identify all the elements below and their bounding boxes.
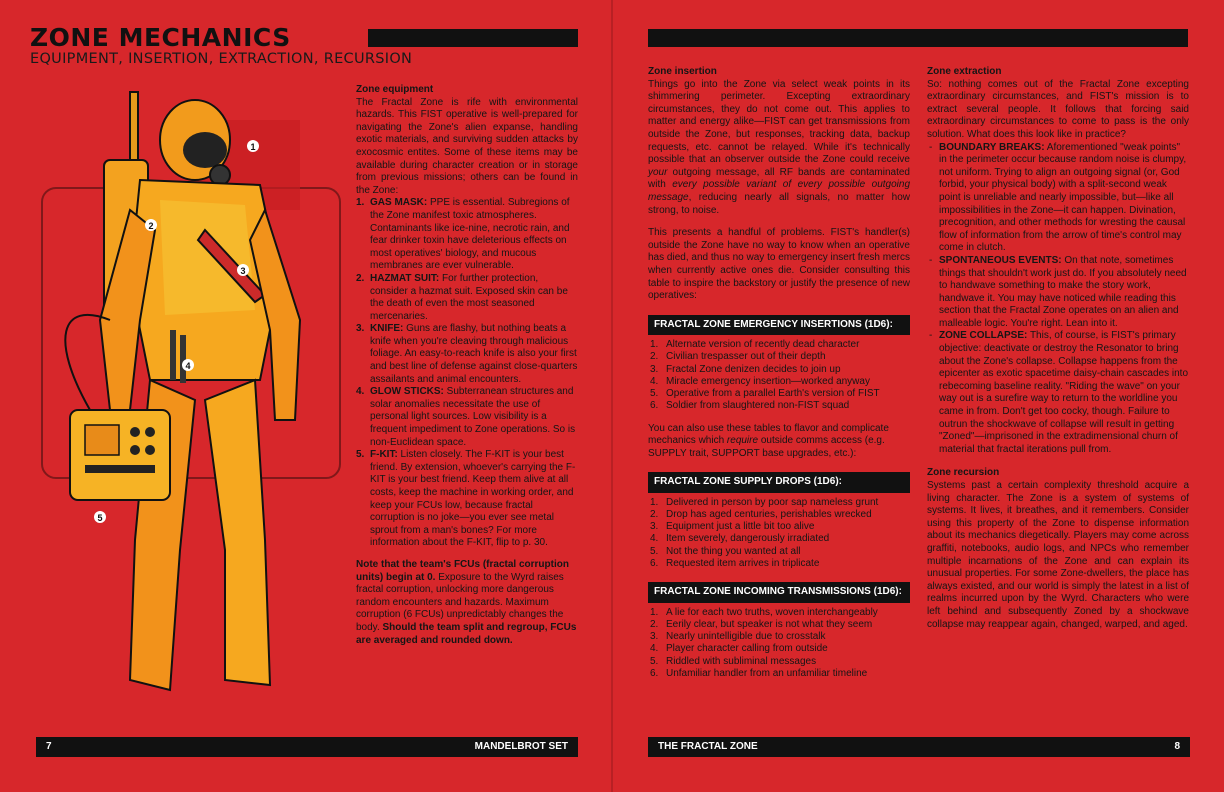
extraction-intro: So: nothing comes out of the Fractal Zone excepting extraordinary circumstances, and FIST's mission is to extract several people. It follows that forcing said extraordinary circumstances to come to pass is the only solution. What does this look like in practice? <box>927 78 1189 140</box>
footer-left <box>36 737 578 757</box>
section-heading: Zone equipment <box>356 84 434 95</box>
svg-text:4: 4 <box>185 361 191 371</box>
list-item: 5. F-KIT: Listen closely. The F-KIT is your best friend. By extension, whoever's carrying the F-KIT is your best friend. Keep them alive at all costs, keep the machine in working order, and keep your FCUs low, because fractal corruption is no joke—you ever see metal sprout from a man's bones? For more information about the F-KIT, flip to p. 30. <box>356 449 576 549</box>
svg-text:2: 2 <box>148 221 154 231</box>
hazmat-operative-illustration <box>30 80 350 720</box>
svg-text:1: 1 <box>250 142 256 152</box>
insertion-column <box>648 66 910 680</box>
callout-2 <box>145 219 157 231</box>
page-subtitle: EQUIPMENT, INSERTION, EXTRACTION, RECURSION <box>30 51 413 67</box>
equipment-intro: The Fractal Zone is rife with environmental hazards. This FIST operative is well-prepared for navigating the Zone's alien expanse, handling exotic materials, and surviving sudden attacks by exocosmic entites. Some of these items may be available during character creation or in storage from previous missions; others can be found in the Zone: <box>356 96 578 196</box>
table-row: 5. Operative from a parallel Earth's version of FIST <box>650 388 880 400</box>
table-row: 3. Fractal Zone denizen decides to join up <box>650 363 841 375</box>
equipment-list <box>356 197 578 550</box>
callout-5 <box>94 511 106 523</box>
table-row: 6. Soldier from slaughtered non-FIST squad <box>650 400 850 412</box>
page-number: 7 <box>46 741 52 752</box>
table-title: FRACTAL ZONE SUPPLY DROPS (1D6): <box>648 472 910 493</box>
table-row: 2. Civilian trespasser out of their depth <box>650 351 826 363</box>
list-item: - ZONE COLLAPSE: This, of course, is FIST's primary objective: deactivate or destroy the Resonator to bring about the Zone's collapse. Collapse happens from the epicenter as exotic spacetime daisy-chain cascades into rebecoming baseline reality. "Riding the wave" on your way out is a surefire way to return to the worldline you came in from. Don't get too cocky, though. Failure to outrun the shockwave of collapse will result in getting "Zoned"—imprisoned in the extradimensional churn of material that fractal iterations pull from. <box>929 330 1189 455</box>
table-row: 5. Riddled with subliminal messages <box>650 655 817 667</box>
footer-label: MANDELBROT SET <box>474 741 568 752</box>
list-item: 1. GAS MASK: PPE is essential. Subregions of the Zone manifest toxic atmospheres. Contaminants like ice-nine, necrotic rain, and fear drinker toxin have deleterious effects on most operatives' biology, and mucous membranes are ever vulnerable. <box>356 197 570 272</box>
footer-label: THE FRACTAL ZONE <box>658 741 758 752</box>
table-row: 2. Eerily clear, but speaker is not what they seem <box>650 618 873 630</box>
table-title: FRACTAL ZONE INCOMING TRANSMISSIONS (1D6): <box>648 582 910 603</box>
svg-text:5: 5 <box>97 513 103 523</box>
table-row: 3. Equipment just a little bit too alive <box>650 521 815 533</box>
callout-4 <box>182 359 194 371</box>
callout-3 <box>237 264 249 276</box>
title-bar <box>368 29 578 47</box>
page-title: ZONE MECHANICS <box>30 23 291 52</box>
title-bar <box>648 29 1188 47</box>
table-row: 3. Nearly unintelligible due to crosstalk <box>650 631 826 643</box>
extraction-column <box>927 66 1189 631</box>
table-emergency-insertions <box>648 315 910 413</box>
left-page <box>0 0 611 792</box>
list-item: - SPONTANEOUS EVENTS: On that note, sometimes things that shouldn't work just do. If you absolutely need to handwave something to make the story work, handwave it. You may have noticed while reading this section that the Fractal Zone operates on an alien and malleable logic. You're right. Lean into it. <box>929 254 1187 329</box>
fcu-note: Note that the team's FCUs (fractal corruption units) begin at 0. Exposure to the Wyrd raises fractal corruption, unlocking more dangerous random encounters and hazards. Maximum corruption (6 FCUs) unpredictably changes the body. Should the team split and regroup, FCUs are averaged and rounded down. <box>356 558 577 646</box>
table-row: 6. Requested item arrives in triplicate <box>650 557 820 569</box>
list-item: 4. GLOW STICKS: Subterranean structures and solar anomalies necessitate the use of personal light sources. Low visibility is a frequent impediment to Zone operations. So is non-Euclidean space. <box>356 386 576 448</box>
callout-1 <box>247 140 259 152</box>
table-row: 2. Drop has aged centuries, perishables wrecked <box>650 509 872 521</box>
table-row: 6. Unfamiliar handler from an unfamiliar timeline <box>650 667 868 679</box>
footer-right <box>648 737 1190 757</box>
insertion-paragraph-2: This presents a handful of problems. FIST's handler(s) outside the Zone have no way to know when an operative has died, and thus no way to emergency insert fresh mercs when currently active ones die. Consider consulting this table to inspire the backstory or justify the presence of new operatives: <box>648 227 910 302</box>
right-page <box>613 0 1224 792</box>
table-row: 1. Delivered in person by poor sap nameless grunt <box>650 496 879 508</box>
section-heading: Zone recursion <box>927 467 1000 479</box>
svg-text:3: 3 <box>240 266 246 276</box>
table-row: 1. A lie for each two truths, woven interchangeably <box>650 606 878 618</box>
recursion-text: Systems past a certain complexity threshold acquire a living character. The Zone is a system of systems of systems. It lives, it breathes, and it remembers. Consider using this property of the Zone to dispense information about its mechanics diegetically. Players may come across graffiti, notebooks, audio logs, and NPCs who remember multiple incarnations of the Zone and can explain its unusual properties. For some Zone-dwellers, the place has always existed, and our world is simply the latest in a list of realms incurred upon by the Wyrd. Characters who were left behind and subsequently Zoned by a shockwave collapse may reappear again, changed, warped, and aged. <box>927 480 1189 630</box>
table-row: 5. Not the thing you wanted at all <box>650 545 801 557</box>
insertion-paragraph: Things go into the Zone via select weak points in its shimmering perimeter. Excepting extraordinary circumstances, they do not come out. This applies to matter and energy alike—FIST can get transmissions from outside the Zone, but responses, tracking data, backup requests, etc. cannot be relayed. While it's technically possible that an observer outside the Zone could receive your outgoing message, all RF bands are contaminated with every possible variant of every possible outgoing message, reducing nearly all signals, no matter how strong, to noise. <box>648 78 911 216</box>
table-row: 4. Miracle emergency insertion—worked anyway <box>650 375 870 387</box>
extraction-list <box>927 142 1189 457</box>
tables-intro: You can also use these tables to flavor and complicate mechanics which require outside comms access (e.g. SUPPLY trait, SUPPORT base upgrades, etc.): <box>648 422 889 459</box>
table-incoming-transmissions <box>648 582 910 680</box>
list-item: 3. KNIFE: Guns are flashy, but nothing beats a knife when you're cleaving through malicious foliage. An easy-to-reach knife is also your first and best line of defense against close-quarters assailants and animal encounters. <box>356 323 578 385</box>
section-heading: Zone insertion <box>648 66 717 77</box>
list-item: 2. HAZMAT SUIT: For further protection, consider a hazmat suit. Exposed skin can be the death of even the most seasoned mercenaries. <box>356 272 568 322</box>
list-item: - BOUNDARY BREAKS: Aforementioned "weak points" in the perimeter occur because random noise is clumpy, not uniform. Trying to align an outgoing signal (or, God forbid, your physical body) with a split-second weak point is unreliable and nearly impossible, but—like all impossibilities in the Zone—it can happen. Divination, precognition, and other methods for wresting the causal flow of information from the arrow of time's control may come in clutch. <box>929 141 1187 254</box>
section-heading: Zone extraction <box>927 66 1002 77</box>
table-row: 4. Item severely, dangerously irradiated <box>650 533 830 545</box>
equipment-column <box>356 84 578 647</box>
table-supply-drops <box>648 472 910 570</box>
page-number: 8 <box>1174 741 1180 752</box>
table-title: FRACTAL ZONE EMERGENCY INSERTIONS (1D6): <box>648 315 910 336</box>
table-row: 1. Alternate version of recently dead character <box>650 339 860 351</box>
table-row: 4. Player character calling from outside <box>650 643 828 655</box>
